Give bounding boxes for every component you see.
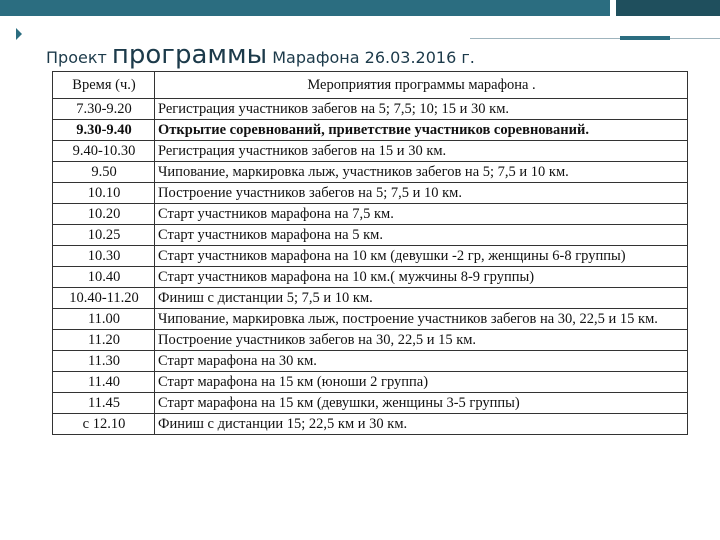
row-time: 11.40 xyxy=(53,372,155,393)
row-time: 11.30 xyxy=(53,351,155,372)
row-time: 9.50 xyxy=(53,162,155,183)
table-row xyxy=(53,309,688,330)
row-time: 10.20 xyxy=(53,204,155,225)
row-event: Старт участников марафона на 10 км (девушки -2 гр, женщины 6-8 группы) xyxy=(155,246,688,267)
top-decor-accent xyxy=(620,36,670,40)
table-row xyxy=(53,183,688,204)
table-row xyxy=(53,288,688,309)
top-decor-bar xyxy=(0,0,720,16)
table-row xyxy=(53,414,688,435)
row-time: 10.40 xyxy=(53,267,155,288)
row-event: Открытие соревнований, приветствие участников соревнований. xyxy=(155,120,688,141)
top-decor-segment xyxy=(0,0,610,16)
title-big-word: программы xyxy=(111,40,268,70)
table-row xyxy=(53,330,688,351)
header-time: Время (ч.) xyxy=(53,72,155,99)
row-time: 9.40-10.30 xyxy=(53,141,155,162)
table-row xyxy=(53,372,688,393)
row-event: Старт марафона на 15 км (юноши 2 группа) xyxy=(155,372,688,393)
row-event: Старт марафона на 15 км (девушки, женщины 3-5 группы) xyxy=(155,393,688,414)
title-suffix: Марафона 26.03.2016 г. xyxy=(267,48,475,67)
row-time: 11.20 xyxy=(53,330,155,351)
table-row xyxy=(53,141,688,162)
row-event: Старт участников марафона на 7,5 км. xyxy=(155,204,688,225)
top-decor-line xyxy=(470,38,720,39)
row-event: Построение участников забегов на 5; 7,5 и 10 км. xyxy=(155,183,688,204)
row-time: 11.00 xyxy=(53,309,155,330)
table-row xyxy=(53,120,688,141)
table-row xyxy=(53,351,688,372)
table-row xyxy=(53,162,688,183)
row-time: 10.25 xyxy=(53,225,155,246)
row-event: Старт участников марафона на 5 км. xyxy=(155,225,688,246)
row-time: 7.30-9.20 xyxy=(53,99,155,120)
table-row xyxy=(53,246,688,267)
row-time: с 12.10 xyxy=(53,414,155,435)
row-time: 9.30-9.40 xyxy=(53,120,155,141)
table-row xyxy=(53,225,688,246)
row-event: Построение участников забегов на 30, 22,5 и 15 км. xyxy=(155,330,688,351)
table-row xyxy=(53,393,688,414)
program-table xyxy=(52,71,688,435)
table-header-row xyxy=(53,72,688,99)
row-time: 10.30 xyxy=(53,246,155,267)
row-event: Чипование, маркировка лыж, участников забегов на 5; 7,5 и 10 км. xyxy=(155,162,688,183)
title-prefix: Проект xyxy=(46,48,112,67)
page-title xyxy=(46,40,475,70)
row-event: Регистрация участников забегов на 5; 7,5; 10; 15 и 30 км. xyxy=(155,99,688,120)
row-event: Чипование, маркировка лыж, построение участников забегов на 30, 22,5 и 15 км. xyxy=(155,309,688,330)
row-event: Регистрация участников забегов на 15 и 30 км. xyxy=(155,141,688,162)
row-event: Финиш с дистанции 15; 22,5 км и 30 км. xyxy=(155,414,688,435)
row-time: 10.10 xyxy=(53,183,155,204)
row-time: 11.45 xyxy=(53,393,155,414)
table-row xyxy=(53,267,688,288)
slide-marker-icon xyxy=(16,28,22,40)
row-event: Старт марафона на 30 км. xyxy=(155,351,688,372)
row-event: Старт участников марафона на 10 км.( мужчины 8-9 группы) xyxy=(155,267,688,288)
row-time: 10.40-11.20 xyxy=(53,288,155,309)
top-decor-segment-dark xyxy=(616,0,720,16)
table-row xyxy=(53,204,688,225)
table-row xyxy=(53,99,688,120)
row-event: Финиш с дистанции 5; 7,5 и 10 км. xyxy=(155,288,688,309)
table-body xyxy=(53,99,688,435)
header-event: Мероприятия программы марафона . xyxy=(155,72,688,99)
